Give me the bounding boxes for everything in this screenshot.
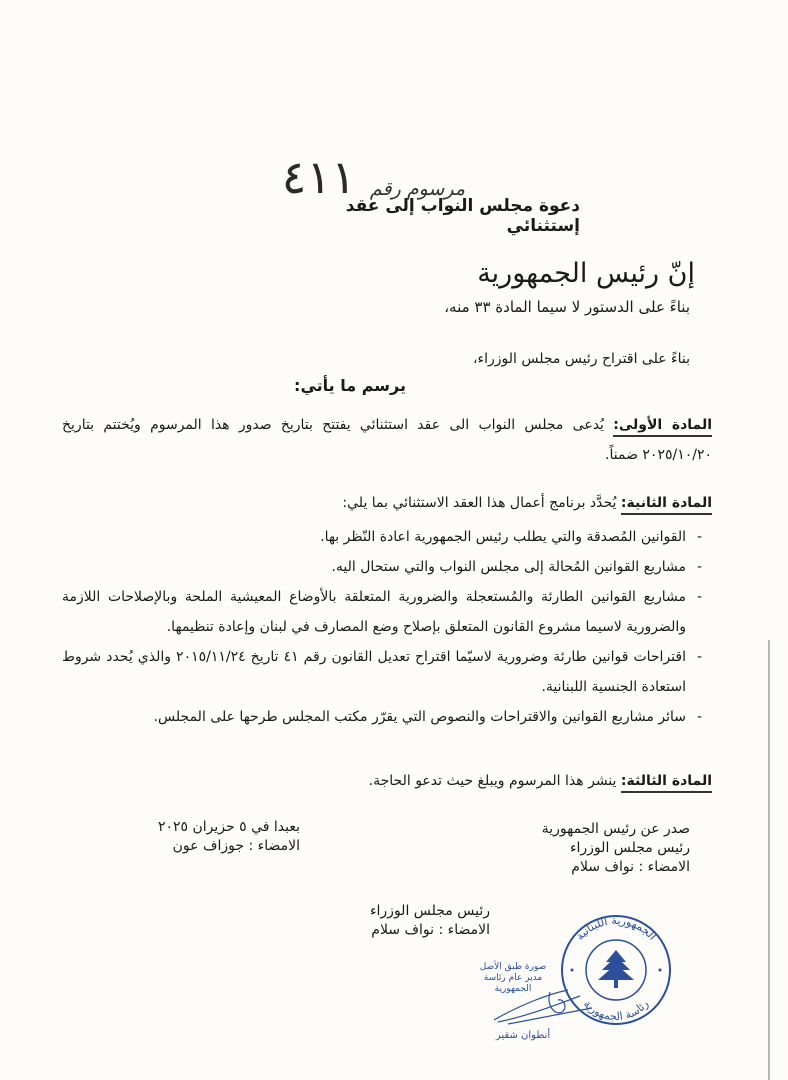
agenda-item: - مشاريع القوانين الطارئة والمُستعجلة والضرورية المتعلقة بالأوضاع المعيشية الملحة وبالإصلاحات اللازمة والضرورية لاسيما مشروع القانون المتعلق بإصلاح وضع المصارف في لبنان وإعادة تنظيمها.	[62, 582, 686, 642]
copy-note-line: صورة طبق الأصل	[479, 962, 547, 972]
agenda-item: - مشاريع القوانين المُحالة إلى مجلس النواب والتي ستحال اليه.	[62, 552, 686, 582]
cedar-icon	[598, 950, 634, 988]
article-third	[62, 766, 712, 796]
agenda-item: - سائر مشاريع القوانين والاقتراحات والنصوص التي يقرّر مكتب المجلس طرحها على المجلس.	[62, 702, 686, 732]
svg-text:الجمهورية اللبنانية: الجمهورية اللبنانية	[573, 913, 659, 943]
article-label: المادة الثانية:	[621, 495, 712, 515]
pm-title: رئيس مجلس الوزراء	[369, 903, 490, 919]
basis-constitution: بناءً على الدستور لا سيما المادة ٣٣ منه،	[444, 298, 690, 316]
basis-proposal: بناءً على اقتراح رئيس مجلس الوزراء،	[473, 351, 690, 367]
scan-page-edge	[768, 640, 770, 1080]
agenda-item: - القوانين المُصدقة والتي يطلب رئيس الجمهورية اعادة النّظر بها.	[62, 522, 686, 552]
president-signature: الامضاء : جوزاف عون	[172, 838, 300, 854]
article-label: المادة الأولى:	[613, 417, 712, 437]
presidency-seal-icon	[556, 912, 676, 1027]
article-second	[62, 488, 712, 732]
article-text: ينشر هذا المرسوم ويبلغ حيث تدعو الحاجة.	[368, 773, 617, 789]
article-text: يُحدَّد برنامج أعمال هذا العقد الاستثنائي بما يلي:	[342, 495, 617, 511]
svg-text:رئاسة الجمهورية: رئاسة الجمهورية	[580, 997, 652, 1024]
issued-by-line: صدر عن رئيس الجمهورية	[541, 821, 690, 837]
agenda-item: - اقتراحات قوانين طارئة وضرورية لاسيّما اقتراح تعديل القانون رقم ٤١ تاريخ ٢٠١٥/١١/٢٤ والذي يُحدد شروط استعادة الجنسية اللبنانية.	[62, 642, 686, 702]
issued-by-block	[480, 820, 690, 877]
place-date: بعبدا في ٥ حزيران ٢٠٢٥	[157, 819, 300, 835]
decree-title: دعوة مجلس النواب إلى عقد إستثنائي	[345, 196, 580, 236]
president-heading: إنّ رئيس الجمهورية	[477, 258, 695, 289]
decree-label: مرسوم رقم	[369, 178, 465, 200]
article-label: المادة الثالثة:	[621, 773, 712, 793]
decree-number-row	[225, 140, 465, 204]
prime-minister-signature-block	[300, 902, 490, 940]
issued-by-signature: الامضاء : نواف سلام	[571, 859, 690, 875]
agenda-list	[62, 522, 712, 732]
pm-signature: الامضاء : نواف سلام	[371, 922, 490, 938]
article-text: يُدعى مجلس النواب الى عقد استثنائي يفتتح بتاريخ صدور هذا المرسوم ويُختتم بتاريخ ٢٠٢٥/١٠/٢٠ ضمناً.	[62, 417, 712, 463]
article-first	[62, 410, 712, 470]
president-signature-block	[130, 818, 300, 856]
decree-number: ٤١١	[281, 150, 356, 204]
decree-heading: يرسم ما يأتي:	[294, 376, 406, 395]
signer-name: أنطوان شقير	[495, 1030, 551, 1041]
issued-by-title: رئيس مجلس الوزراء	[569, 840, 690, 856]
copy-note-line: مدير عام رئاسة الجمهورية	[483, 973, 543, 994]
